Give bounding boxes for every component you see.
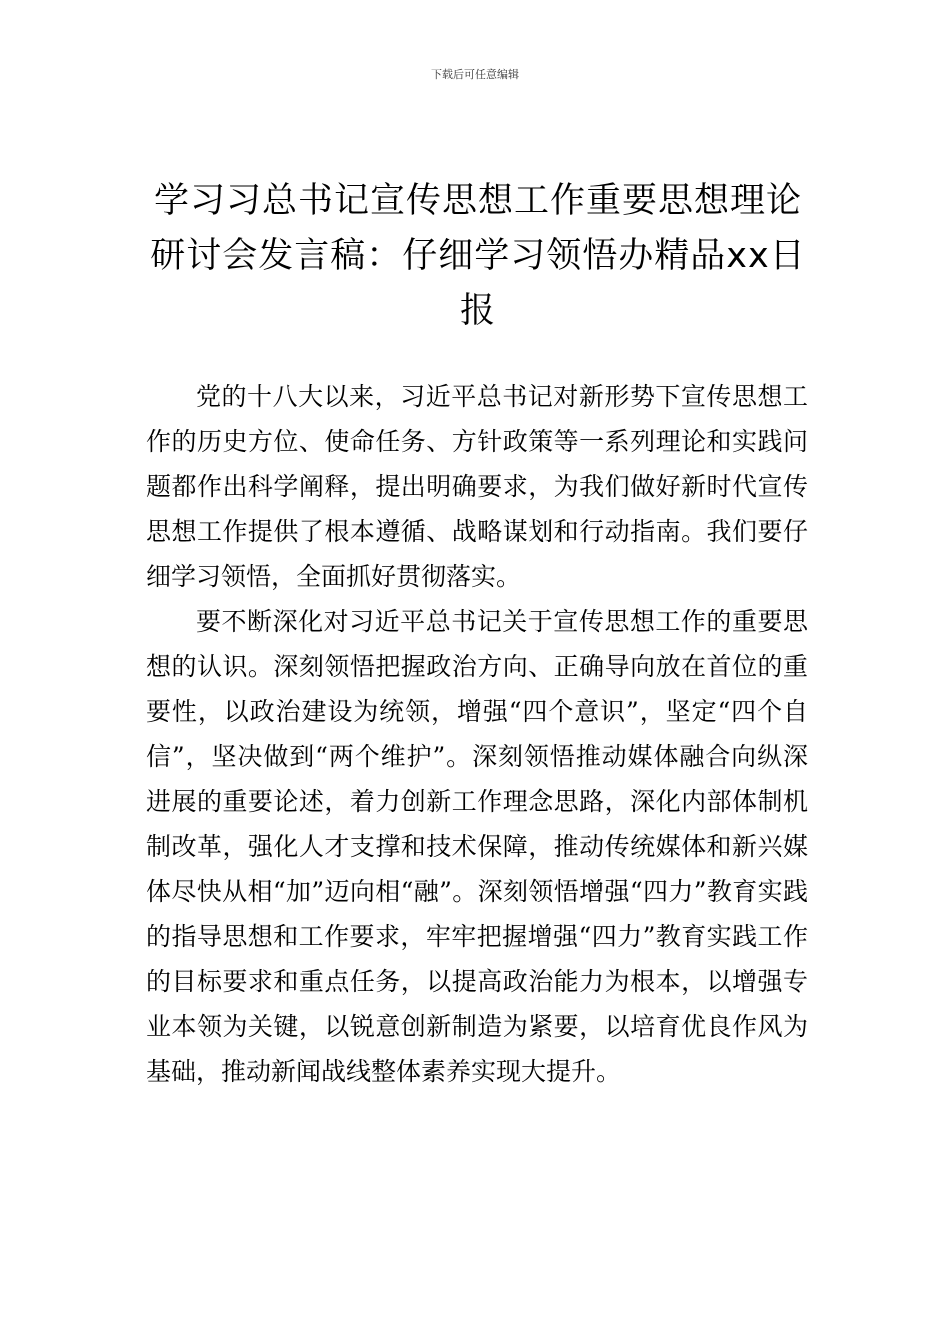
paragraph-2: 要不断深化对习近平总书记关于宣传思想工作的重要思想的认识。深刻领悟把握政治方向、正确导向放在首位的重要性，以政治建设为统领，增强“四个意识”，坚定“四个自信”，坚决做到“两个维护”。深刻领悟推动媒体融合向纵深进展的重要论述，着力创新工作理念思路，深化内部体制机制改革，强化人才支撑和技术保障，推动传统媒体和新兴媒体尽快从相“加”迈向相“融”。深刻领悟增强“四力”教育实践的指导思想和工作要求，牢牢把握增强“四力”教育实践工作的目标要求和重点任务，以提高政治能力为根本，以增强专业本领为关键，以锐意创新制造为紧要，以培育优良作风为基础，推动新闻战线整体素养实现大提升。	[146, 607, 808, 1086]
header-note: 下载后可任意编辑	[431, 68, 519, 81]
paragraph-1: 党的十八大以来，习近平总书记对新形势下宣传思想工作的历史方位、使命任务、方针政策等一系列理论和实践问题都作出科学阐释，提出明确要求，为我们做好新时代宣传思想工作提供了根本遵循、战略谋划和行动指南。我们要仔细学习领悟，全面抓好贯彻落实。	[146, 382, 808, 591]
document-body	[146, 374, 808, 1094]
document-title: 学习习总书记宣传思想工作重要思想理论研讨会发言稿：仔细学习领悟办精品xx日报	[150, 181, 806, 331]
